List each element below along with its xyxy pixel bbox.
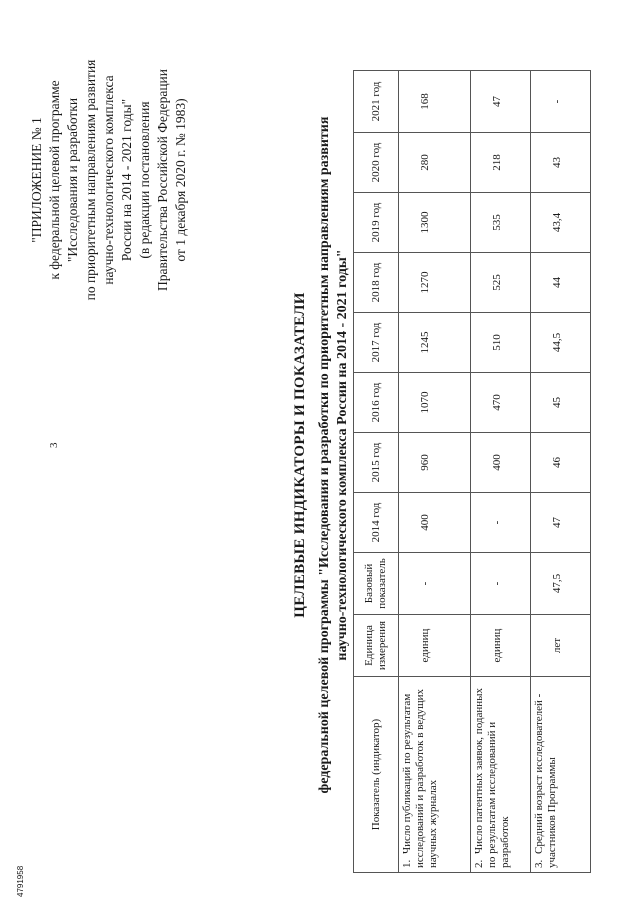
row-number: 3. — [533, 859, 545, 868]
value-2018: 44 — [531, 253, 591, 313]
indicator-cell — [399, 677, 471, 873]
table-row — [471, 71, 531, 873]
value-2017: 510 — [471, 313, 531, 373]
document-code: 4791958 — [16, 865, 25, 897]
value-2014: 400 — [399, 493, 471, 553]
header-unit: Единица измерения — [354, 615, 399, 677]
value-2021: - — [531, 71, 591, 133]
value-2019: 535 — [471, 193, 531, 253]
value-2016: 1070 — [399, 373, 471, 433]
value-2016: 45 — [531, 373, 591, 433]
header-2016: 2016 год — [354, 373, 399, 433]
subtitle-line: федеральной целевой программы "Исследования и разработки по приоритетным направлениям развития — [317, 116, 332, 794]
indicator-cell — [471, 677, 531, 873]
table-row — [399, 71, 471, 873]
value-2014: - — [471, 493, 531, 553]
rotated-page-content — [28, 25, 608, 885]
indicator-name: Число публикаций по результатам исследований и разработок в ведущих научных журналах — [401, 688, 439, 868]
indicators-table — [353, 70, 591, 873]
appendix-note — [28, 30, 190, 330]
value-2020: 218 — [471, 133, 531, 193]
indicator-name: Средний возраст исследователей - участников Программы — [533, 693, 558, 868]
value-2021: 47 — [471, 71, 531, 133]
appendix-line: к федеральной целевой программе — [47, 80, 62, 280]
value-2020: 280 — [399, 133, 471, 193]
header-2019: 2019 год — [354, 193, 399, 253]
appendix-line: "ПРИЛОЖЕНИЕ № 1 — [29, 117, 44, 243]
header-base: Базовый показатель — [354, 553, 399, 615]
header-2014: 2014 год — [354, 493, 399, 553]
table-header-row — [354, 71, 399, 873]
title-block — [290, 25, 352, 885]
indicator-cell — [531, 677, 591, 873]
value-2019: 43,4 — [531, 193, 591, 253]
header-2017: 2017 год — [354, 313, 399, 373]
value-2015: 960 — [399, 433, 471, 493]
base-cell: - — [399, 553, 471, 615]
main-title: ЦЕЛЕВЫЕ ИНДИКАТОРЫ И ПОКАЗАТЕЛИ — [292, 292, 308, 618]
appendix-line: "Исследования и разработки — [65, 97, 80, 263]
page-number: 3 — [48, 442, 60, 448]
indicator-name: Число патентных заявок, поданных по результатам исследований и разработок — [473, 687, 511, 868]
base-cell: - — [471, 553, 531, 615]
base-cell: 47,5 — [531, 553, 591, 615]
appendix-line: по приоритетным направлениям развития — [83, 59, 98, 301]
appendix-line: от 1 декабря 2020 г. № 1983) — [173, 98, 188, 262]
header-2015: 2015 год — [354, 433, 399, 493]
table-row — [531, 71, 591, 873]
value-2018: 525 — [471, 253, 531, 313]
unit-cell: лет — [531, 615, 591, 677]
appendix-line: научно-технологического комплекса — [101, 75, 116, 285]
value-2015: 46 — [531, 433, 591, 493]
header-indicator: Показатель (индикатор) — [354, 677, 399, 873]
row-number: 2. — [473, 859, 485, 868]
value-2020: 43 — [531, 133, 591, 193]
unit-cell: единиц — [399, 615, 471, 677]
row-number: 1. — [401, 859, 413, 868]
appendix-line: Правительства Российской Федерации — [155, 69, 170, 291]
unit-cell: единиц — [471, 615, 531, 677]
appendix-line: России на 2014 - 2021 годы" — [119, 98, 134, 262]
value-2021: 168 — [399, 71, 471, 133]
value-2014: 47 — [531, 493, 591, 553]
appendix-line: (в редакции постановления — [137, 101, 152, 259]
value-2017: 44,5 — [531, 313, 591, 373]
value-2017: 1245 — [399, 313, 471, 373]
subtitle-line: научно-технологического комплекса России на 2014 - 2021 годы" — [335, 249, 350, 661]
value-2019: 1300 — [399, 193, 471, 253]
value-2016: 470 — [471, 373, 531, 433]
subtitle — [316, 25, 352, 885]
header-2020: 2020 год — [354, 133, 399, 193]
header-2021: 2021 год — [354, 71, 399, 133]
value-2015: 400 — [471, 433, 531, 493]
header-2018: 2018 год — [354, 253, 399, 313]
value-2018: 1270 — [399, 253, 471, 313]
